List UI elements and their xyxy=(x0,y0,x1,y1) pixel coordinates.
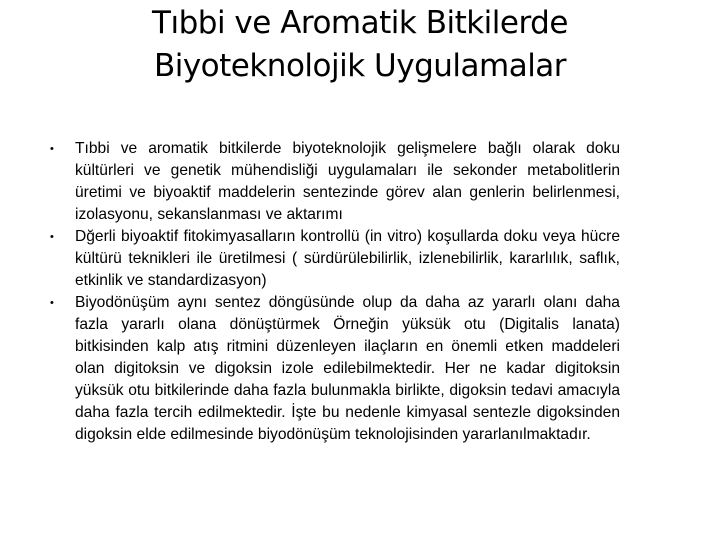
title-line-1: Tıbbi ve Aromatik Bitkilerde xyxy=(152,5,568,41)
bullet-item-biotransformation xyxy=(50,292,620,446)
bullet-list xyxy=(50,138,620,446)
bullet-text: Biyodönüşüm aynı sentez döngüsünde olup da daha az yararlı olanı daha fazla yararlı olana dönüştürmek Örneğin yüksük otu (Digitalis lanata) bitkisinden kalp atış ritmini düzenleyen ilaçların en önemli etken maddeleri olan digitoksin ve digoksin izole edilebilmektedir. Her ne kadar digitoksin yüksük otu bitkilerinde daha fazla bulunmakla birlikte, digoksin tedavi amacıyla daha fazla tercih edilmektedir. İşte bu nedenle kimyasal sentezle digoksinden digoksin elde edilmesinde biyodönüşüm teknolojisinden yararlanılmaktadır. xyxy=(75,294,620,443)
bullet-marker: • xyxy=(50,231,54,243)
bullet-marker: • xyxy=(50,297,54,309)
bullet-item-in-vitro-production xyxy=(50,226,620,292)
bullet-text: Tıbbi ve aromatik bitkilerde biyoteknolojik gelişmelere bağlı olarak doku kültürleri ve genetik mühendisliği uygulamaları ile sekonder metabolitlerin üretimi ve biyoaktif maddelerin sentezinde görev alan genlerin belirlenmesi, izolasyonu, sekanslanması ve aktarımı xyxy=(75,140,620,223)
bullet-item-biotech-developments xyxy=(50,138,620,226)
title-line-2: Biyoteknolojik Uygulamalar xyxy=(153,48,567,84)
bullet-text: Dğerli biyoaktif fitokimyasalların kontrollü (in vitro) koşullarda doku veya hücre kültürü teknikleri ile üretilmesi ( sürdürülebilirlik, izlenebilirlik, kararlılık, saflık, etkinlik ve standardizasyon) xyxy=(75,228,620,289)
slide-title xyxy=(40,2,680,88)
bullet-marker: • xyxy=(50,143,54,155)
